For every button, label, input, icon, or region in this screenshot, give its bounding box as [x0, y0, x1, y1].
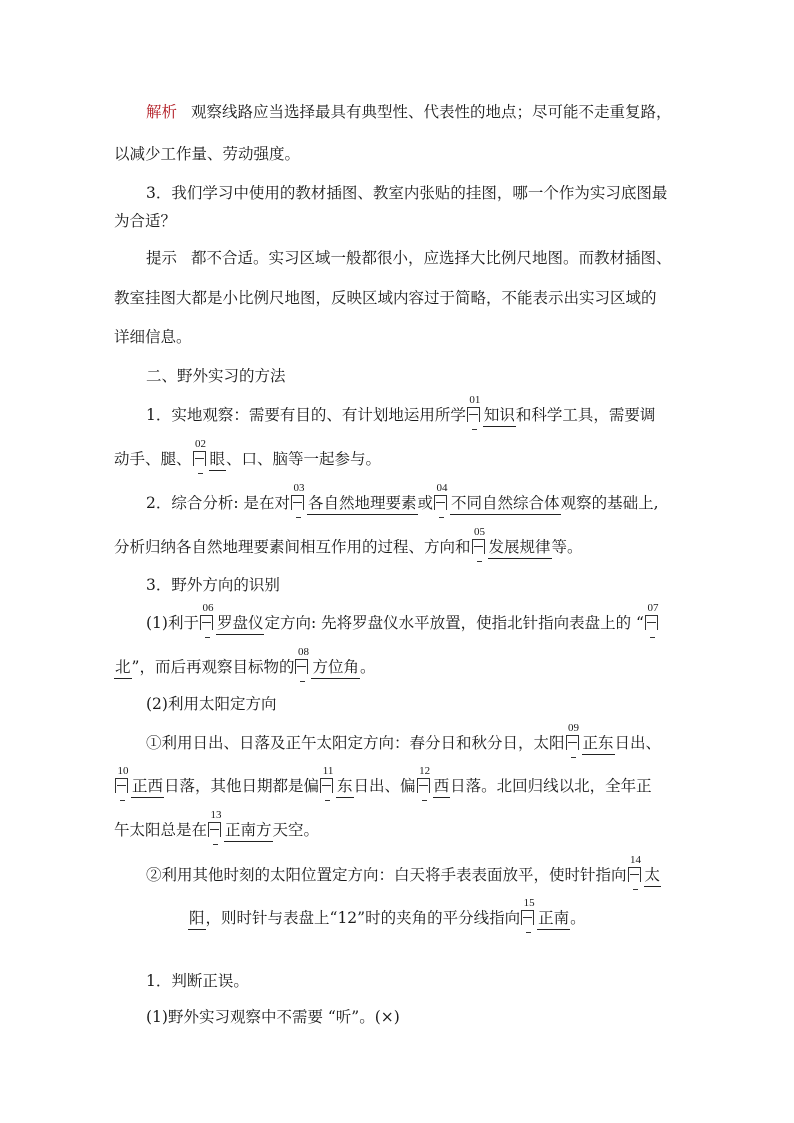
- item-3-compass-line-2: 北”，而后再观察目标物的 08 方位角。: [114, 656, 686, 678]
- answer-15: 正南: [537, 907, 570, 930]
- answer-04: 不同自然综合体: [450, 492, 561, 515]
- blank-marker-05: 05: [471, 536, 487, 558]
- answer-05: 发展规律: [488, 536, 552, 559]
- item-1-line-2: 动手、腿、 02 眼、口、脑等一起参与。: [114, 448, 686, 470]
- answer-14-part-2: 阳: [188, 907, 206, 930]
- blank-marker-03: 03: [290, 492, 306, 514]
- exercise-title: 1．判断正误。: [146, 972, 249, 990]
- analysis-line-2: 以减少工作量、劳动强度。: [114, 145, 301, 163]
- blank-marker-12: 12: [416, 775, 432, 797]
- answer-06: 罗盘仪: [216, 612, 265, 635]
- blank-marker-11: 11: [319, 775, 335, 797]
- item-3-title: 3．野外方向的识别: [146, 576, 280, 594]
- analysis-label: 解析: [146, 103, 178, 121]
- blank-marker-15: 15: [520, 907, 536, 929]
- item-2-line-1: 2．综合分析: 是在对 03 各自然地理要素或 04 不同自然综合体观察的基础上,: [146, 492, 686, 514]
- answer-11: 东: [336, 775, 354, 798]
- answer-13: 正南方: [224, 819, 273, 842]
- item-3-compass-line-1: (1)利于 06 罗盘仪定方向: 先将罗盘仪水平放置，使指北针指向表盘上的 “ 07: [146, 612, 686, 634]
- answer-09: 正东: [582, 732, 615, 755]
- question-3-line-2: 为合适？: [114, 212, 177, 230]
- item-2-line-2: 分析归纳各自然地理要素间相互作用的过程、方向和 05 发展规律等。: [114, 536, 686, 558]
- blank-marker-02: 02: [192, 448, 208, 470]
- blank-marker-14: 14: [627, 864, 643, 886]
- answer-01: 知识: [483, 404, 516, 427]
- question-3-line-1: 3．我们学习中使用的教材插图、教室内张贴的挂图，哪一个作为实习底图最: [146, 184, 668, 202]
- answer-14-part-1: 太: [644, 864, 662, 887]
- answer-10: 正西: [131, 775, 164, 798]
- item-3-watch-line-1: ②利用其他时刻的太阳位置定方向：白天将手表表面放平，使时针指向 14 太: [146, 864, 686, 886]
- item-3-sun-line-3: 午太阳总是在 13 正南方天空。: [114, 819, 686, 841]
- blank-marker-04: 04: [433, 492, 449, 514]
- exercise-question-1: (1)野外实习观察中不需要 “听”。(×): [146, 1008, 400, 1026]
- hint-label: 提示: [146, 249, 178, 267]
- item-3-sun-line-2: 10 正西日落，其他日期都是偏 11 东日出、偏 12 西日落。北回归线以北，全年正: [114, 775, 686, 797]
- hint-line-1: 提示 都不合适。实习区域一般都很小，应选择大比例尺地图。而教材插图、: [146, 249, 672, 267]
- blank-marker-13: 13: [207, 819, 223, 841]
- hint-line-2: 教室挂图大都是小比例尺地图，反映区域内容过于简略，不能表示出实习区域的: [114, 289, 657, 307]
- blank-marker-08: 08: [294, 656, 310, 678]
- answer-12: 西: [433, 775, 451, 798]
- answer-07: 北: [114, 656, 132, 679]
- item-3-sun-line-1: ①利用日出、日落及正午太阳定方向：春分日和秋分日，太阳 09 正东日出、: [146, 732, 686, 754]
- item-1-line-1: 1．实地观察：需要有目的、有计划地运用所学 01 知识和科学工具，需要调: [146, 404, 686, 426]
- blank-marker-07: 07: [644, 612, 660, 634]
- answer-03: 各自然地理要素: [307, 492, 418, 515]
- blank-marker-10: 10: [114, 775, 130, 797]
- answer-02: 眼: [209, 448, 227, 471]
- item-3-sun-heading: (2)利用太阳定方向: [146, 695, 277, 713]
- blank-marker-01: 01: [466, 404, 482, 426]
- blank-marker-09: 09: [565, 732, 581, 754]
- answer-08: 方位角: [311, 656, 360, 679]
- analysis-line-1: [146, 101, 718, 123]
- analysis-text: 观察线路应当选择最具有典型性、代表性的地点；尽可能不走重复路，: [191, 103, 672, 121]
- hint-line-3: 详细信息。: [114, 328, 192, 346]
- section-heading: 二、野外实习的方法: [146, 367, 286, 385]
- blank-marker-06: 06: [199, 612, 215, 634]
- item-3-watch-line-2: 阳，则时针与表盘上“12”时的夹角的平分线指向 15 正南。: [188, 907, 760, 929]
